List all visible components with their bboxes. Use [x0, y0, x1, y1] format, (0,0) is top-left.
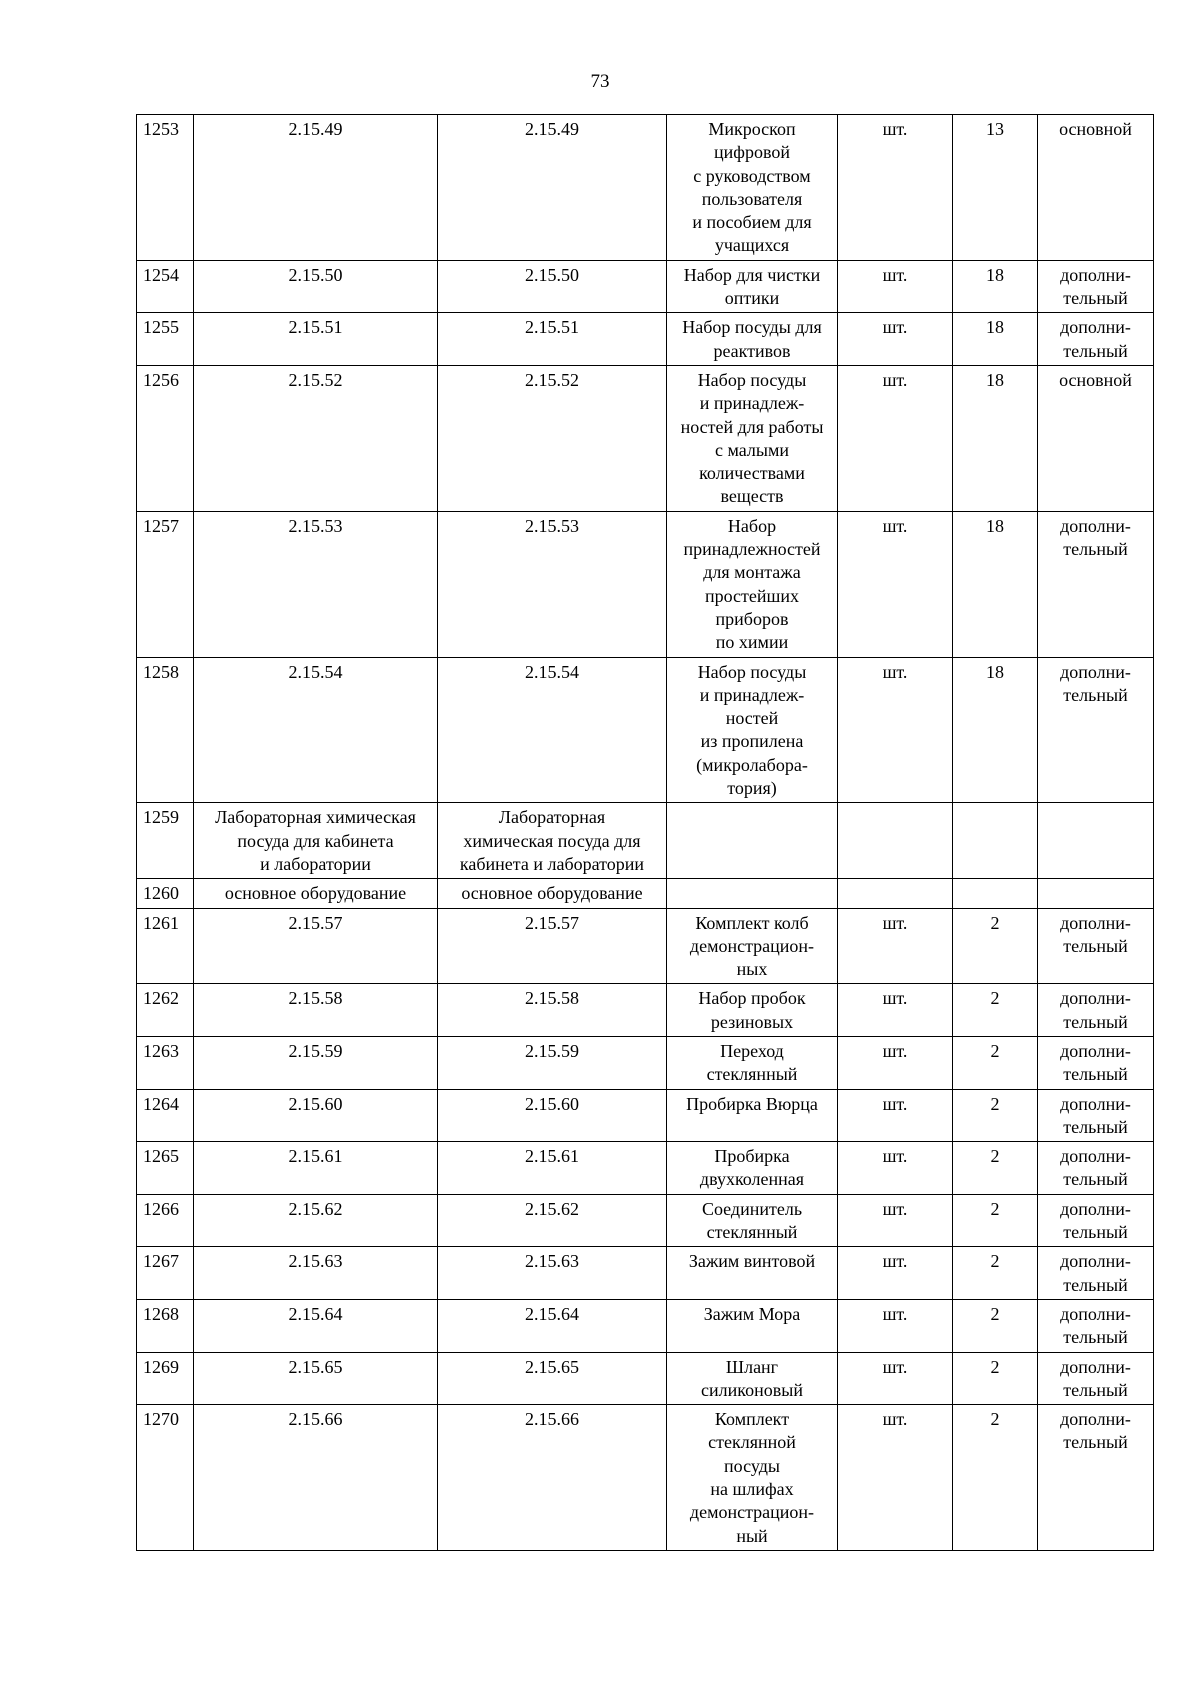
cell-line: для монтажа	[703, 562, 801, 583]
quantity-cell	[953, 803, 1038, 879]
code-cell-2	[438, 908, 667, 984]
item-name-cell	[667, 1194, 838, 1247]
table-row	[137, 984, 1154, 1037]
type-cell	[1038, 1405, 1154, 1551]
code-cell	[194, 1299, 438, 1352]
type-cell	[1038, 803, 1154, 879]
quantity-cell: 18	[953, 511, 1038, 657]
cell-line: из пропилена	[700, 731, 804, 752]
type-cell	[1038, 1036, 1154, 1089]
cell-line: основной	[1059, 119, 1132, 139]
row-number-cell: 1260	[137, 879, 194, 908]
cell-line: и лаборатории	[260, 853, 371, 874]
code-cell-2	[438, 313, 667, 366]
code-cell-2	[438, 1299, 667, 1352]
type-cell	[1038, 115, 1154, 261]
cell-line: тельный	[1063, 1432, 1128, 1453]
quantity-cell: 2	[953, 908, 1038, 984]
cell-line: стеклянной	[708, 1432, 796, 1453]
code-cell-2	[438, 1142, 667, 1195]
cell-line: дополни-	[1060, 1040, 1131, 1061]
quantity-cell: 18	[953, 260, 1038, 313]
cell-line: и принадлеж-	[699, 393, 805, 414]
cell-line: демонстрацион-	[689, 1502, 815, 1523]
row-number-cell: 1258	[137, 657, 194, 803]
unit-cell: шт.	[838, 115, 953, 261]
cell-line: 2.15.61	[525, 1146, 579, 1167]
type-cell	[1038, 879, 1154, 908]
cell-line: оптики	[724, 288, 780, 309]
quantity-cell: 13	[953, 115, 1038, 261]
quantity-cell	[953, 879, 1038, 908]
unit-cell: шт.	[838, 1194, 953, 1247]
table-row	[137, 1299, 1154, 1352]
item-name-cell	[667, 511, 838, 657]
cell-line: 2.15.54	[525, 661, 579, 682]
cell-line: 2.15.57	[288, 912, 343, 933]
unit-cell	[838, 803, 953, 879]
cell-line: дополни-	[1060, 515, 1131, 536]
code-cell	[194, 1247, 438, 1300]
cell-line: посуда для кабинета	[237, 830, 394, 851]
cell-line: тельный	[1063, 1169, 1128, 1190]
cell-line: 2.15.53	[525, 515, 579, 536]
row-number-cell: 1253	[137, 115, 194, 261]
code-cell-2	[438, 1194, 667, 1247]
unit-cell: шт.	[838, 984, 953, 1037]
code-cell	[194, 511, 438, 657]
item-name-cell	[667, 657, 838, 803]
table-row	[137, 1352, 1154, 1405]
cell-line: дополни-	[1060, 1251, 1131, 1272]
code-cell	[194, 115, 438, 261]
row-number-cell: 1257	[137, 511, 194, 657]
cell-line: Соединитель	[701, 1198, 803, 1219]
item-name-cell	[667, 1299, 838, 1352]
cell-line: с руководством	[693, 165, 811, 186]
cell-line: Набор пробок	[698, 988, 806, 1009]
cell-line: основное оборудование	[461, 883, 643, 904]
cell-line: тельный	[1063, 1379, 1128, 1400]
table-row	[137, 115, 1154, 261]
cell-line: по химии	[715, 632, 789, 653]
type-cell	[1038, 365, 1154, 511]
cell-line: стеклянный	[706, 1064, 798, 1085]
table-row	[137, 511, 1154, 657]
cell-line: Микроскоп	[708, 119, 796, 139]
cell-line: 2.15.54	[288, 661, 343, 682]
item-name-cell	[667, 1405, 838, 1551]
cell-line: резиновых	[710, 1011, 794, 1032]
cell-line: количествами	[699, 463, 805, 484]
quantity-cell: 2	[953, 1194, 1038, 1247]
cell-line: приборов	[715, 608, 789, 629]
cell-line: на шлифах	[710, 1479, 794, 1500]
code-cell-2	[438, 260, 667, 313]
type-cell	[1038, 908, 1154, 984]
quantity-cell: 2	[953, 1247, 1038, 1300]
cell-line: Переход	[720, 1040, 784, 1061]
code-cell-2	[438, 1036, 667, 1089]
row-number-cell: 1270	[137, 1405, 194, 1551]
equipment-table	[136, 114, 1154, 1551]
page-number: 73	[590, 71, 610, 92]
code-cell	[194, 908, 438, 984]
item-name-cell	[667, 1352, 838, 1405]
code-cell	[194, 313, 438, 366]
cell-line: 2.15.59	[288, 1040, 343, 1061]
table-row	[137, 1247, 1154, 1300]
quantity-cell: 2	[953, 1299, 1038, 1352]
cell-line: 2.15.64	[525, 1303, 579, 1324]
type-cell	[1038, 657, 1154, 803]
code-cell-2	[438, 115, 667, 261]
row-number-cell: 1266	[137, 1194, 194, 1247]
cell-line: реактивов	[713, 340, 791, 361]
cell-line: дополни-	[1060, 1198, 1131, 1219]
cell-line: основной	[1059, 369, 1132, 390]
table-row	[137, 1036, 1154, 1089]
cell-line: дополни-	[1060, 988, 1131, 1009]
item-name-cell	[667, 803, 838, 879]
cell-line: дополни-	[1060, 661, 1131, 682]
row-number-cell: 1265	[137, 1142, 194, 1195]
cell-line: Лабораторная	[498, 807, 606, 828]
code-cell	[194, 984, 438, 1037]
unit-cell: шт.	[838, 657, 953, 803]
cell-line: тельный	[1063, 1327, 1128, 1348]
quantity-cell: 18	[953, 657, 1038, 803]
table-row	[137, 313, 1154, 366]
cell-line: тельный	[1063, 684, 1128, 705]
cell-line: ных	[736, 959, 768, 980]
cell-line: 2.15.51	[288, 317, 343, 338]
cell-line: 2.15.49	[288, 119, 343, 139]
cell-line: дополни-	[1060, 1093, 1131, 1114]
cell-line: тельный	[1063, 1222, 1128, 1243]
unit-cell: шт.	[838, 1142, 953, 1195]
cell-line: тория)	[727, 778, 777, 799]
table-row	[137, 908, 1154, 984]
code-cell-2	[438, 365, 667, 511]
cell-line: кабинета и лаборатории	[459, 853, 645, 874]
cell-line: 2.15.59	[525, 1040, 579, 1061]
row-number-cell: 1255	[137, 313, 194, 366]
cell-line: 2.15.63	[525, 1251, 579, 1272]
cell-line: посуды	[724, 1455, 780, 1476]
cell-line: и принадлеж-	[699, 684, 805, 705]
quantity-cell: 2	[953, 984, 1038, 1037]
cell-line: и пособием для	[692, 212, 812, 233]
cell-line: 2.15.57	[525, 912, 579, 933]
item-name-cell	[667, 1247, 838, 1300]
table-row	[137, 1142, 1154, 1195]
code-cell	[194, 365, 438, 511]
unit-cell: шт.	[838, 1405, 953, 1551]
type-cell	[1038, 1089, 1154, 1142]
unit-cell: шт.	[838, 1352, 953, 1405]
code-cell-2	[438, 657, 667, 803]
unit-cell: шт.	[838, 365, 953, 511]
unit-cell: шт.	[838, 1089, 953, 1142]
item-name-cell	[667, 879, 838, 908]
cell-line: 2.15.65	[288, 1356, 343, 1377]
cell-line: 2.15.64	[288, 1303, 343, 1324]
cell-line: простейших	[704, 585, 800, 606]
row-number-cell: 1264	[137, 1089, 194, 1142]
cell-line: принадлежностей	[683, 539, 821, 560]
table-row	[137, 1089, 1154, 1142]
cell-line: 2.15.60	[525, 1093, 579, 1114]
row-number-cell: 1262	[137, 984, 194, 1037]
table-row	[137, 803, 1154, 879]
cell-line: Зажим винтовой	[688, 1251, 816, 1272]
row-number-cell: 1256	[137, 365, 194, 511]
cell-line: ностей	[725, 708, 779, 729]
unit-cell: шт.	[838, 313, 953, 366]
item-name-cell	[667, 1142, 838, 1195]
cell-line: Набор посуды для	[682, 317, 822, 338]
cell-line: ностей для работы	[680, 416, 824, 437]
cell-line: 2.15.58	[288, 988, 343, 1009]
row-number-cell: 1268	[137, 1299, 194, 1352]
quantity-cell: 2	[953, 1352, 1038, 1405]
unit-cell: шт.	[838, 511, 953, 657]
code-cell	[194, 1352, 438, 1405]
row-number-cell: 1261	[137, 908, 194, 984]
type-cell	[1038, 511, 1154, 657]
quantity-cell: 18	[953, 365, 1038, 511]
code-cell	[194, 1089, 438, 1142]
cell-line: тельный	[1063, 1274, 1128, 1295]
row-number-cell: 1269	[137, 1352, 194, 1405]
unit-cell	[838, 879, 953, 908]
unit-cell: шт.	[838, 1299, 953, 1352]
item-name-cell	[667, 115, 838, 261]
cell-line: Зажим Мора	[703, 1303, 801, 1324]
type-cell	[1038, 1194, 1154, 1247]
cell-line: с малыми	[714, 439, 789, 460]
cell-line: тельный	[1063, 1011, 1128, 1032]
cell-line: веществ	[720, 486, 784, 507]
cell-line: Набор посуды	[697, 661, 807, 682]
unit-cell: шт.	[838, 1247, 953, 1300]
cell-line: демонстрацион-	[689, 935, 815, 956]
type-cell	[1038, 260, 1154, 313]
cell-line: 2.15.60	[288, 1093, 343, 1114]
type-cell	[1038, 1142, 1154, 1195]
cell-line: тельный	[1063, 539, 1128, 560]
cell-line: 2.15.49	[525, 119, 579, 139]
cell-line: 2.15.52	[288, 369, 343, 390]
cell-line: 2.15.62	[525, 1198, 579, 1219]
code-cell-2	[438, 1405, 667, 1551]
type-cell	[1038, 1247, 1154, 1300]
table-body	[137, 115, 1154, 1551]
cell-line: 2.15.50	[525, 264, 579, 285]
cell-line: силиконовый	[701, 1379, 803, 1400]
row-number-cell: 1259	[137, 803, 194, 879]
code-cell-2	[438, 1089, 667, 1142]
table-row	[137, 879, 1154, 908]
cell-line: пользователя	[701, 188, 803, 209]
type-cell	[1038, 1299, 1154, 1352]
cell-line: Шланг	[725, 1356, 779, 1377]
cell-line: 2.15.62	[288, 1198, 343, 1219]
quantity-cell: 2	[953, 1036, 1038, 1089]
cell-line: Пробирка	[714, 1146, 790, 1167]
cell-line: химическая посуда для	[463, 830, 641, 851]
cell-line: стеклянный	[706, 1222, 798, 1243]
item-name-cell	[667, 260, 838, 313]
item-name-cell	[667, 908, 838, 984]
unit-cell: шт.	[838, 1036, 953, 1089]
cell-line: дополни-	[1060, 1146, 1131, 1167]
cell-line: тельный	[1063, 288, 1128, 309]
table-row	[137, 260, 1154, 313]
type-cell	[1038, 313, 1154, 366]
row-number-cell: 1267	[137, 1247, 194, 1300]
cell-line: Пробирка Вюрца	[686, 1093, 818, 1114]
code-cell-2	[438, 511, 667, 657]
cell-line: тельный	[1063, 340, 1128, 361]
code-cell	[194, 1036, 438, 1089]
code-cell	[194, 657, 438, 803]
row-number-cell: 1254	[137, 260, 194, 313]
cell-line: дополни-	[1060, 1303, 1131, 1324]
quantity-cell: 2	[953, 1142, 1038, 1195]
code-cell-2	[438, 803, 667, 879]
cell-line: Набор	[727, 515, 777, 536]
cell-line: 2.15.53	[288, 515, 343, 536]
cell-line: тельный	[1063, 1116, 1128, 1137]
cell-line: 2.15.61	[288, 1146, 343, 1167]
cell-line: ный	[736, 1525, 768, 1546]
code-cell-2	[438, 879, 667, 908]
cell-line: тельный	[1063, 935, 1128, 956]
cell-line: (микролабора-	[696, 754, 808, 775]
cell-line: учащихся	[714, 235, 790, 256]
cell-line: 2.15.50	[288, 264, 343, 285]
cell-line: основное оборудование	[224, 883, 407, 904]
cell-line: 2.15.66	[288, 1409, 343, 1430]
cell-line: двухколенная	[699, 1169, 805, 1190]
cell-line: дополни-	[1060, 1409, 1131, 1430]
item-name-cell	[667, 1089, 838, 1142]
cell-line: дополни-	[1060, 1356, 1131, 1377]
cell-line: Комплект колб	[695, 912, 809, 933]
code-cell	[194, 1194, 438, 1247]
row-number-cell: 1263	[137, 1036, 194, 1089]
cell-line: цифровой	[714, 142, 790, 163]
unit-cell: шт.	[838, 908, 953, 984]
quantity-cell: 2	[953, 1089, 1038, 1142]
cell-line: 2.15.65	[525, 1356, 579, 1377]
cell-line: 2.15.51	[525, 317, 579, 338]
table-row	[137, 365, 1154, 511]
code-cell-2	[438, 1247, 667, 1300]
item-name-cell	[667, 984, 838, 1037]
cell-line: 2.15.52	[525, 369, 579, 390]
cell-line: дополни-	[1060, 317, 1131, 338]
cell-line: Набор для чистки	[683, 264, 821, 285]
code-cell-2	[438, 984, 667, 1037]
cell-line: тельный	[1063, 1064, 1128, 1085]
code-cell	[194, 1142, 438, 1195]
cell-line: Набор посуды	[697, 369, 807, 390]
table-row	[137, 1405, 1154, 1551]
cell-line: дополни-	[1060, 912, 1131, 933]
type-cell	[1038, 984, 1154, 1037]
item-name-cell	[667, 1036, 838, 1089]
item-name-cell	[667, 365, 838, 511]
table-row	[137, 1194, 1154, 1247]
cell-line: Комплект	[714, 1409, 790, 1430]
type-cell	[1038, 1352, 1154, 1405]
item-name-cell	[667, 313, 838, 366]
quantity-cell: 2	[953, 1405, 1038, 1551]
quantity-cell: 18	[953, 313, 1038, 366]
unit-cell: шт.	[838, 260, 953, 313]
cell-line: 2.15.66	[525, 1409, 579, 1430]
cell-line: дополни-	[1060, 264, 1131, 285]
cell-line: 2.15.63	[288, 1251, 343, 1272]
code-cell	[194, 803, 438, 879]
code-cell	[194, 260, 438, 313]
code-cell	[194, 879, 438, 908]
cell-line: 2.15.58	[525, 988, 579, 1009]
table-row	[137, 657, 1154, 803]
cell-line: Лабораторная химическая	[215, 807, 416, 828]
code-cell	[194, 1405, 438, 1551]
code-cell-2	[438, 1352, 667, 1405]
